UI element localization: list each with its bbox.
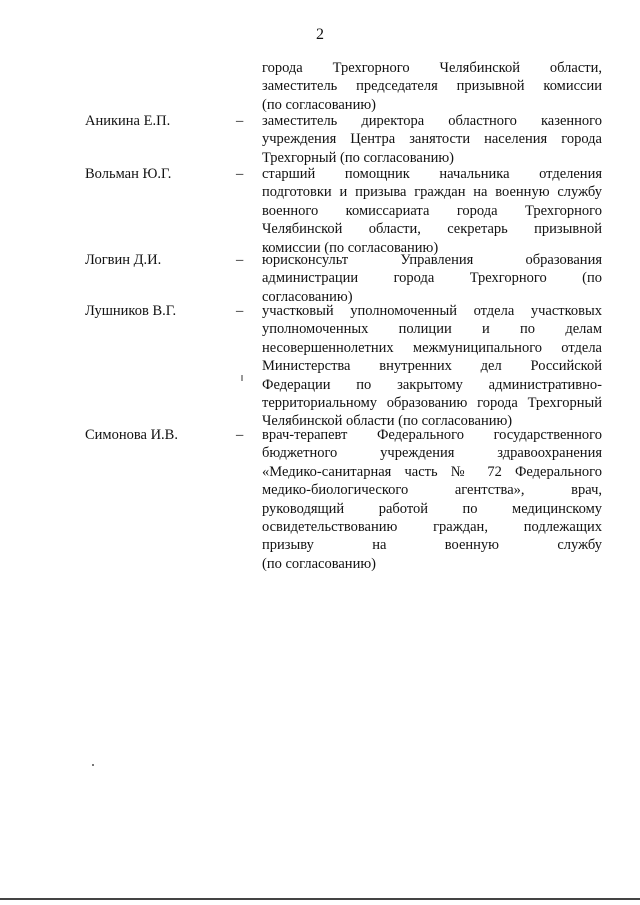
description-line: бюджетного учреждения здравоохранения (262, 445, 602, 462)
description-line: Трехгорный (по согласованию) (262, 149, 455, 166)
description-line: заместитель директора областного казенного (262, 113, 602, 129)
scan-margin-mark (241, 375, 243, 381)
dash-separator: – (236, 303, 244, 319)
description-line: юрисконсульт Управления образования (262, 252, 602, 268)
member-name: Симонова И.В. (85, 427, 178, 443)
description-line: (по согласованию) (262, 96, 376, 113)
description-line: освидетельствованию граждан, подлежащих (262, 519, 602, 536)
dash-separator: – (236, 427, 244, 443)
description-line: комиссии (по согласованию) (262, 239, 439, 256)
dash-separator: – (236, 113, 244, 129)
member-description (262, 302, 602, 431)
member-name: Лушников В.Г. (85, 303, 177, 319)
member-description (262, 251, 602, 306)
description-line: согласованию) (262, 288, 353, 305)
description-line: врач-терапевт Федерального государственного (262, 427, 602, 443)
description-line: администрации города Трехгорного (по (262, 270, 602, 287)
description-line: «Медико-санитарная часть № 72 Федерального (262, 463, 602, 480)
dash-separator: – (236, 166, 244, 182)
description-line: медико-биологического агентства», врач, (262, 482, 602, 499)
bottom-edge-line (0, 898, 640, 900)
member-description (262, 112, 602, 167)
description-line: уполномоченных полиции и по делам (262, 321, 602, 338)
description-line: призыву на военную службу (262, 537, 602, 554)
member-name: Вольман Ю.Г. (85, 166, 172, 182)
description-line: территориальному образованию города Трехгорный (262, 395, 602, 412)
description-line: подготовки и призыва граждан на военную службу (262, 184, 602, 201)
description-line: несовершеннолетних межмуниципального отдела (262, 339, 602, 356)
scan-speck (92, 764, 94, 766)
description-line: Челябинской области (по согласованию) (262, 413, 513, 430)
description-line: руководящий работой по медицинскому (262, 500, 602, 517)
member-description (262, 426, 602, 573)
page-number: 2 (316, 26, 324, 43)
description-line: заместитель председателя призывной комиссии (262, 78, 602, 95)
member-description (262, 59, 602, 114)
member-description (262, 165, 602, 257)
description-line: (по согласованию) (262, 555, 376, 572)
description-line: Министерства внутренних дел Российской (262, 358, 602, 375)
description-line: Федерации по закрытому административно- (262, 376, 602, 393)
dash-separator: – (236, 252, 244, 268)
description-line: военного комиссариата города Трехгорного (262, 202, 602, 219)
member-name: Аникина Е.П. (85, 113, 171, 129)
description-line: учреждения Центра занятости населения города (262, 131, 602, 148)
description-line: Челябинской области, секретарь призывной (262, 221, 602, 238)
description-line: старший помощник начальника отделения (262, 166, 602, 182)
description-line: участковый уполномоченный отдела участковых (262, 303, 602, 319)
member-name: Логвин Д.И. (85, 252, 162, 268)
description-line: города Трехгорного Челябинской области, (262, 60, 602, 76)
